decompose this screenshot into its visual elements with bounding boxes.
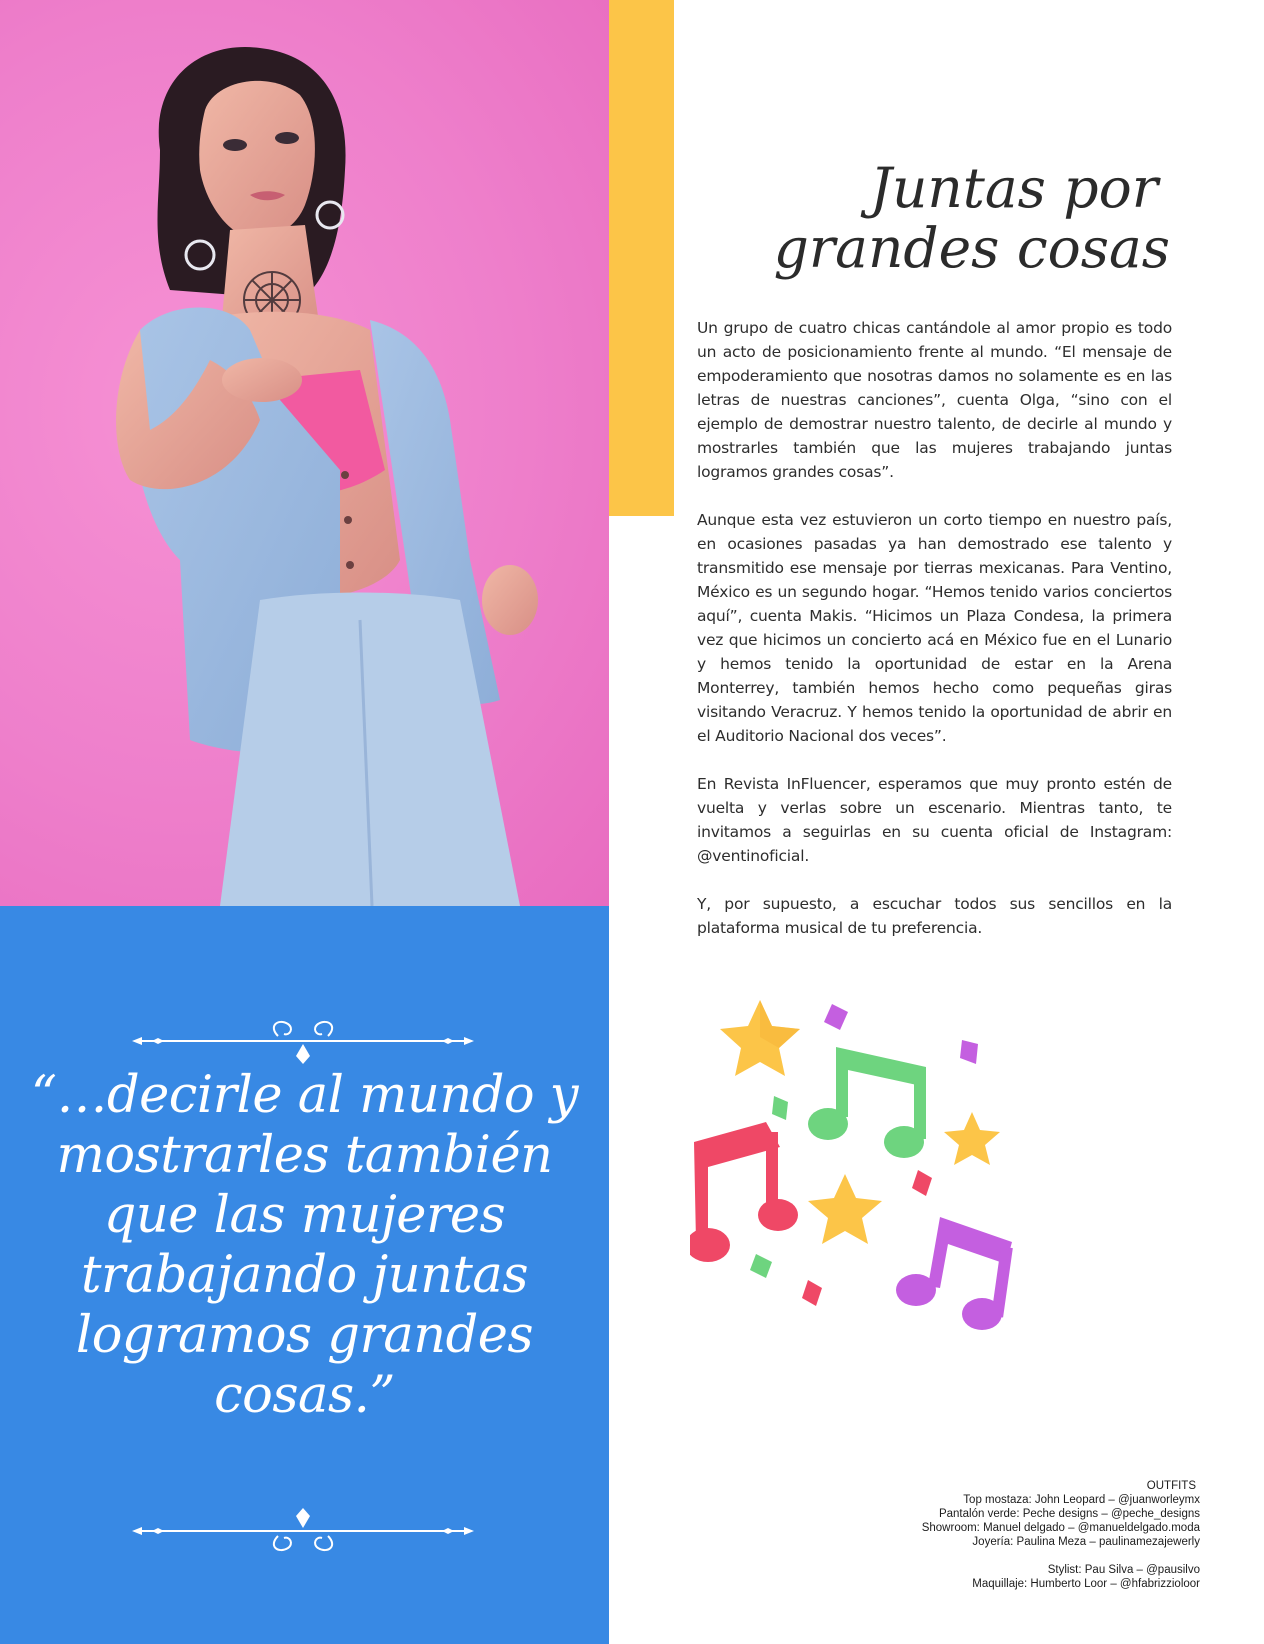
ornament-divider-icon	[128, 1506, 478, 1556]
title-line-1: Juntas por	[869, 156, 1158, 220]
confetti	[802, 1280, 822, 1306]
confetti	[772, 1096, 788, 1120]
portrait-illustration	[0, 0, 609, 906]
paragraph: Aunque esta vez estuvieron un corto tiempo en nuestro país, en ocasiones pasadas ya han demostrado ese talento y transmitido ese mensaje por tierras mexicanas. Para Ventino, México es un segundo hogar. “Hemos tenido varios conciertos aquí”, cuenta Makis. “Hicimos un Plaza Condesa, la primera vez que hicimos un concierto acá en México fue en el Lunario y hemos tenido la oportunidad de estar en la Arena Monterrey, también hemos hecho como pequeñas giras visitando Veracruz. Y hemos tenido la oportunidad de abrir en el Auditorio Nacional dos veces”.	[697, 511, 1172, 745]
star-icon	[808, 1174, 882, 1244]
credits-heading: OUTFITS	[1146, 1480, 1196, 1492]
credits-spacer	[780, 1549, 1200, 1563]
music-note-icon	[896, 1217, 1013, 1330]
music-notes-illustration	[690, 992, 1030, 1337]
confetti	[912, 1170, 932, 1196]
credit-line: Stylist: Pau Silva – @pausilvo	[1047, 1564, 1200, 1576]
credit-line: Maquillaje: Humberto Loor – @hfabrizzioloor	[972, 1578, 1200, 1590]
paragraph: En Revista InFluencer, esperamos que muy pronto estén de vuelta y verlas sobre un escenario. Mientras tanto, te invitamos a seguirlas en su cuenta oficial de Instagram: @ventinoficial.	[697, 775, 1172, 865]
pull-quote-panel	[0, 906, 609, 1644]
star-icon	[944, 1112, 1000, 1165]
paragraph: Un grupo de cuatro chicas cantándole al amor propio es todo un acto de posicionamiento frente al mundo. “El mensaje de empoderamiento que nosotras damos no solamente es en las letras de nuestras canciones”, cuenta Olga, “sino con el ejemplo de demostrar nuestro talento, de decirle al mundo y mostrarles también que las mujeres trabajando juntas logramos grandes cosas”.	[697, 319, 1172, 481]
credit-line: Pantalón verde: Peche designs – @peche_designs	[938, 1508, 1200, 1520]
portrait-photo	[0, 0, 609, 906]
outfit-credits	[780, 1479, 1200, 1591]
credit-line: Joyería: Paulina Meza – paulinamezajewerly	[972, 1536, 1200, 1548]
pull-quote-text: “…decirle al mundo y mostrarles también que las mujeres trabajando juntas logramos grandes cosas.”	[30, 1066, 579, 1425]
music-note-icon	[808, 1047, 926, 1158]
title-line-2: grandes cosas	[773, 216, 1170, 280]
music-note-icon	[690, 1122, 798, 1262]
article-title	[660, 158, 1170, 278]
article-body	[697, 316, 1172, 964]
confetti	[824, 1004, 848, 1030]
confetti	[960, 1040, 978, 1064]
confetti	[750, 1254, 772, 1278]
ornament-divider-icon	[128, 1016, 478, 1066]
paragraph: Y, por supuesto, a escuchar todos sus sencillos en la plataforma musical de tu preferencia.	[697, 895, 1172, 937]
credit-line: Top mostaza: John Leopard – @juanworleymx	[963, 1494, 1200, 1506]
credit-line: Showroom: Manuel delgado – @manueldelgado.moda	[921, 1522, 1200, 1534]
